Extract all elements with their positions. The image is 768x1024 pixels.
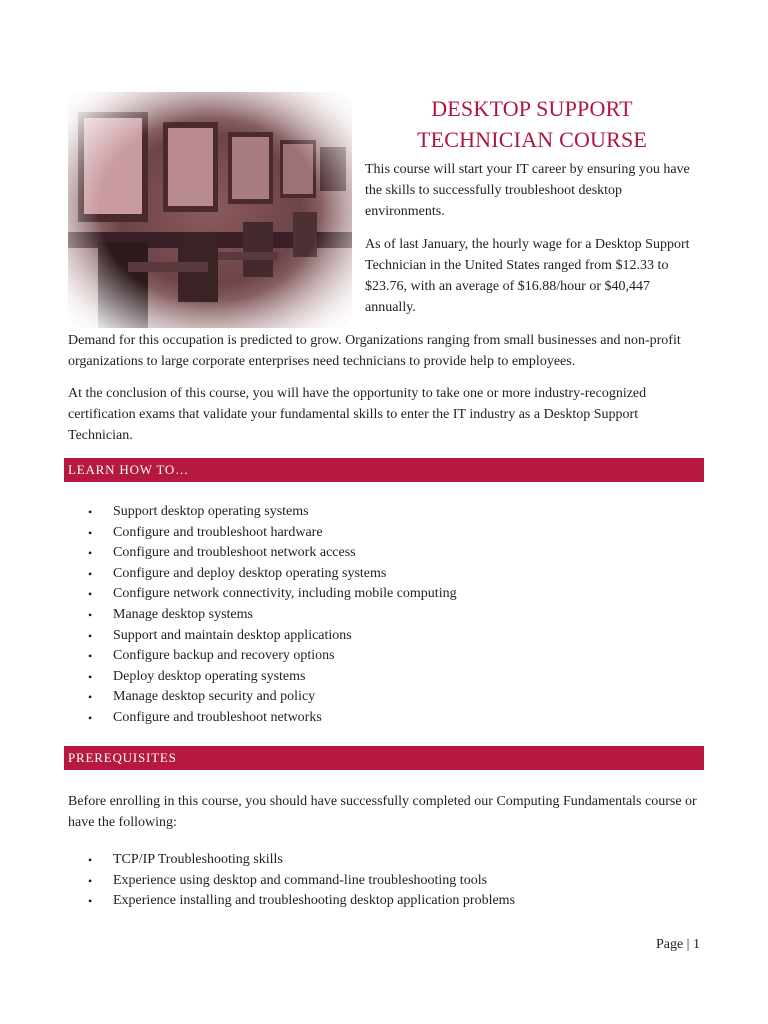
image-vignette bbox=[68, 92, 352, 328]
list-item: • Configure backup and recovery options bbox=[68, 646, 704, 667]
prerequisites-list bbox=[68, 850, 704, 912]
list-item: • Support and maintain desktop applications bbox=[68, 626, 704, 647]
intro-paragraph-2: As of last January, the hourly wage for a Desktop Support Technician in the United States ranged from $12.33 to $23.76, with an average of $16.88/hour or $40,447 annually. bbox=[365, 237, 690, 315]
list-item: • Experience using desktop and command-line troubleshooting tools bbox=[68, 871, 704, 892]
list-item: • Manage desktop security and policy bbox=[68, 687, 704, 708]
list-item: • Manage desktop systems bbox=[68, 605, 704, 626]
list-item: • TCP/IP Troubleshooting skills bbox=[68, 850, 704, 871]
list-item: • Deploy desktop operating systems bbox=[68, 667, 704, 688]
list-item: • Configure and troubleshoot hardware bbox=[68, 523, 704, 544]
title-line-1: DESKTOP SUPPORT bbox=[431, 96, 633, 121]
page-number: Page | 1 bbox=[655, 937, 700, 952]
demand-paragraph: Demand for this occupation is predicted to grow. Organizations ranging from small businesses and non-profit organizations to large corporate enterprises need technicians to provide help to employees. bbox=[68, 333, 681, 369]
list-item: • Configure network connectivity, including mobile computing bbox=[68, 584, 704, 605]
certification-paragraph: At the conclusion of this course, you will have the opportunity to take one or more industry-recognized certification exams that validate your fundamental skills to enter the IT industry as a Desktop Support Technician. bbox=[68, 386, 647, 443]
page-title bbox=[362, 93, 702, 155]
learn-how-to-heading: LEARN HOW TO… bbox=[64, 458, 704, 482]
list-item: • Configure and troubleshoot network access bbox=[68, 543, 704, 564]
prerequisites-heading: PREREQUISITES bbox=[64, 746, 704, 770]
list-item: • Support desktop operating systems bbox=[68, 502, 704, 523]
title-line-2: TECHNICIAN COURSE bbox=[416, 127, 648, 152]
list-item: • Experience installing and troubleshooting desktop application problems bbox=[68, 891, 704, 912]
learn-list bbox=[68, 502, 704, 729]
prerequisites-intro: Before enrolling in this course, you should have successfully completed our Computing Fundamentals course or have the following: bbox=[68, 794, 697, 830]
list-item: • Configure and troubleshoot networks bbox=[68, 708, 704, 729]
list-item: • Configure and deploy desktop operating systems bbox=[68, 564, 704, 585]
intro-paragraph-1: This course will start your IT career by ensuring you have the skills to successfully troubleshoot desktop environments. bbox=[365, 162, 690, 219]
hero-image bbox=[68, 92, 352, 328]
